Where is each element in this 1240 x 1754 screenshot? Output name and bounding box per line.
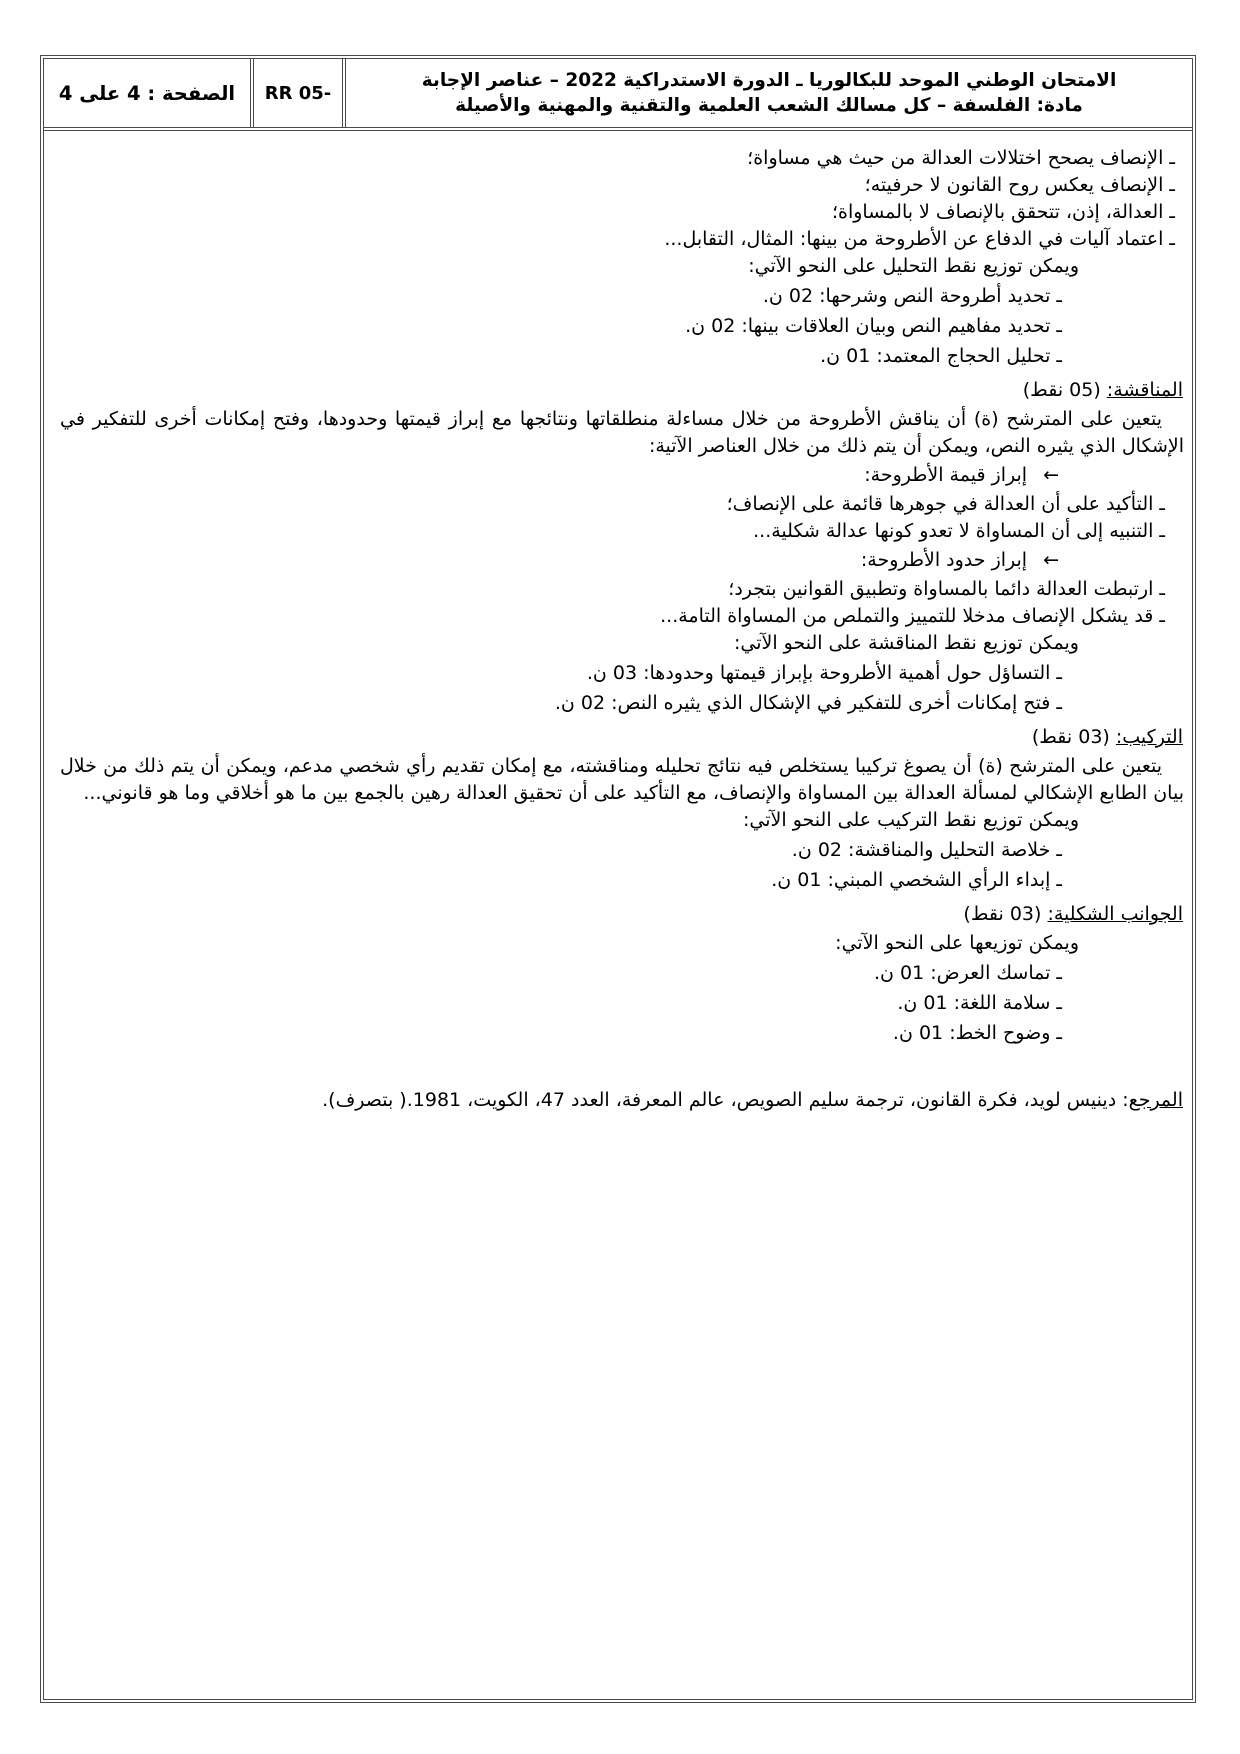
bullet-line: ـ ارتبطت العدالة دائما بالمساواة وتطبيق القوانين بتجرد؛ <box>728 578 1165 600</box>
points-line: ـ تحليل الحجاج المعتمد: 01 ن. <box>820 345 1062 367</box>
section-heading: التركيب: (03 نقط) <box>1031 726 1183 748</box>
header-table <box>44 59 1192 131</box>
section-heading: المناقشة: (05 نقط) <box>1022 379 1183 401</box>
points-line: ـ سلامة اللغة: 01 ن. <box>897 992 1062 1014</box>
reference-label: المرجع <box>1128 1089 1183 1111</box>
exam-code: RR 05- <box>264 82 332 104</box>
points-line: ـ إبداء الرأي الشخصي المبني: 01 ن. <box>771 869 1062 891</box>
bullet-line: ـ اعتماد آليات في الدفاع عن الأطروحة من بينها: المثال، التقابل... <box>664 228 1175 250</box>
connector-line: ويمكن توزيع نقط المناقشة على النحو الآتي: <box>733 632 1079 654</box>
reference-line <box>58 1087 1184 1114</box>
points-line: ـ وضوح الخط: 01 ن. <box>892 1022 1062 1044</box>
bullet-line: ـ العدالة، إذن، تتحقق بالإنصاف لا بالمساواة؛ <box>831 201 1175 223</box>
points-line: ـ التساؤل حول أهمية الأطروحة بإبراز قيمتها وحدودها: 03 ن. <box>586 662 1062 684</box>
points-line: ـ تحديد مفاهيم النص وبيان العلاقات بينها: 02 ن. <box>685 315 1062 337</box>
body-paragraph: يتعين على المترشح (ة) أن يصوغ تركيبا يستخلص فيه نتائج تحليله ومناقشته، مع إمكان تقديم رأي شخصي مدعم، ويمكن أن يتم ذلك من خلال بيان الطابع الإشكالي لمسألة العدالة بين المساواة والإنصاف، مع التأكيد على أن تحقيق العدالة رهين بالجمع بين ما هو أخلاقي وما هو قانوني... <box>60 755 1184 804</box>
bullet-line: ـ الإنصاف يعكس روح القانون لا حرفيته؛ <box>864 174 1175 196</box>
left-arrow-icon: ← <box>1043 549 1059 571</box>
body-lines <box>58 145 1184 1047</box>
section-heading-label: التركيب: <box>1115 726 1183 748</box>
connector-line: ويمكن توزيعها على النحو الآتي: <box>835 932 1079 954</box>
section-heading-label: الجوانب الشكلية: <box>1047 903 1183 925</box>
arrow-list-item: ←إبراز قيمة الأطروحة: <box>58 462 1184 489</box>
points-line: ـ فتح إمكانات أخرى للتفكير في الإشكال الذي يثيره النص: 02 ن. <box>554 692 1062 714</box>
section-heading-label: المناقشة: <box>1106 379 1183 401</box>
bullet-line: ـ التنبيه إلى أن المساواة لا تعدو كونها عدالة شكلية... <box>753 520 1165 542</box>
section-heading: الجوانب الشكلية: (03 نقط) <box>963 903 1183 925</box>
exam-title-cell <box>342 59 1192 127</box>
points-line: ـ تماسك العرض: 01 ن. <box>873 962 1062 984</box>
bullet-line: ـ قد يشكل الإنصاف مدخلا للتمييز والتملص من المساواة التامة... <box>660 605 1165 627</box>
connector-line: ويمكن توزيع نقط التركيب على النحو الآتي: <box>743 809 1079 831</box>
body-paragraph: يتعين على المترشح (ة) أن يناقش الأطروحة من خلال مساءلة منطلقاتها ونتائجها مع إبراز قيمتها وحدودها، وفتح إمكانات أخرى للتفكير في الإشكال الذي يثيره النص، ويمكن أن يتم ذلك من خلال العناصر الآتية: <box>60 408 1184 457</box>
exam-title-line2: مادة: الفلسفة – كل مسالك الشعب العلمية والتقنية والمهنية والأصيلة <box>455 95 1083 116</box>
exam-title-line1: الامتحان الوطني الموحد للبكالوريا ـ الدورة الاستدراكية 2022 – عناصر الإجابة <box>421 70 1117 91</box>
bullet-line: ـ التأكيد على أن العدالة في جوهرها قائمة على الإنصاف؛ <box>726 493 1165 515</box>
points-line: ـ خلاصة التحليل والمناقشة: 02 ن. <box>791 839 1062 861</box>
connector-line: ويمكن توزيع نقط التحليل على النحو الآتي: <box>748 255 1079 277</box>
page-number-label: الصفحة : 4 على 4 <box>58 81 236 105</box>
reference-text: : دينيس لويد، فكرة القانون، ترجمة سليم الصويص، عالم المعرفة، العدد 47، الكويت، 1981.( بتصرف). <box>322 1089 1129 1111</box>
answer-key-body <box>44 131 1192 1114</box>
exam-code-cell <box>250 59 342 127</box>
left-arrow-icon: ← <box>1043 464 1059 486</box>
page-border-frame <box>40 55 1196 1703</box>
arrow-list-item: ←إبراز حدود الأطروحة: <box>58 547 1184 574</box>
points-line: ـ تحديد أطروحة النص وشرحها: 02 ن. <box>762 285 1062 307</box>
page-number-cell <box>44 59 250 127</box>
bullet-line: ـ الإنصاف يصحح اختلالات العدالة من حيث هي مساواة؛ <box>747 147 1175 169</box>
